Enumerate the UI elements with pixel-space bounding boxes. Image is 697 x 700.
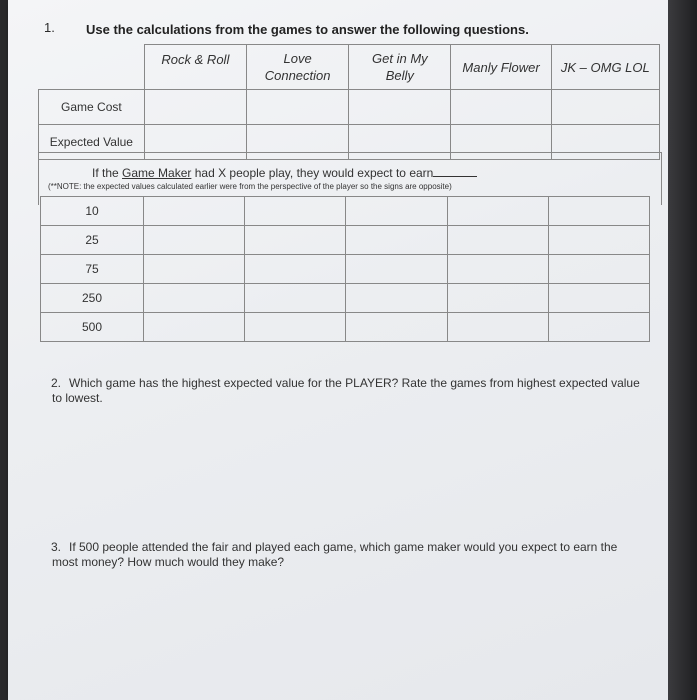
people-count: 75 bbox=[41, 255, 144, 284]
earnings-cell[interactable] bbox=[447, 313, 548, 342]
earnings-table bbox=[40, 196, 650, 342]
earnings-prompt: If the Game Maker had X people play, they would expect to earn bbox=[92, 166, 477, 180]
game-cost-label: Game Cost bbox=[39, 90, 145, 125]
earnings-cell[interactable] bbox=[548, 313, 649, 342]
question-2 bbox=[52, 376, 642, 406]
earnings-note: (**NOTE: the expected values calculated earlier were from the perspective of the player so the signs are opposite) bbox=[48, 182, 452, 191]
earnings-cell[interactable] bbox=[245, 284, 346, 313]
page-edge-shadow bbox=[668, 0, 697, 700]
question-3-text: If 500 people attended the fair and played each game, which game maker would you expect to earn the most money? How much would they make? bbox=[52, 540, 618, 569]
earnings-cell[interactable] bbox=[346, 226, 447, 255]
question-3-number: 3. bbox=[51, 540, 62, 554]
earnings-row bbox=[41, 255, 650, 284]
earnings-cell[interactable] bbox=[245, 197, 346, 226]
game-cost-cell[interactable] bbox=[551, 90, 659, 125]
earnings-answer-blank[interactable] bbox=[433, 166, 477, 177]
earnings-cell[interactable] bbox=[447, 197, 548, 226]
header-manly-flower: Manly Flower bbox=[451, 45, 551, 90]
earnings-cell[interactable] bbox=[144, 284, 245, 313]
earnings-row bbox=[41, 226, 650, 255]
earnings-cell[interactable] bbox=[346, 313, 447, 342]
earnings-cell[interactable] bbox=[245, 313, 346, 342]
question-3 bbox=[52, 540, 642, 570]
earnings-row bbox=[41, 197, 650, 226]
earnings-cell[interactable] bbox=[245, 255, 346, 284]
question-1-text: Use the calculations from the games to answer the following questions. bbox=[86, 22, 529, 37]
earnings-cell[interactable] bbox=[447, 255, 548, 284]
people-count: 250 bbox=[41, 284, 144, 313]
header-rock-and-roll: Rock & Roll bbox=[144, 45, 246, 90]
earnings-row bbox=[41, 284, 650, 313]
earnings-cell[interactable] bbox=[346, 197, 447, 226]
expected-value-label: Expected Value bbox=[39, 125, 145, 160]
question-2-number: 2. bbox=[51, 376, 62, 390]
game-cost-cell[interactable] bbox=[451, 90, 551, 125]
earnings-cell[interactable] bbox=[447, 284, 548, 313]
earnings-cell[interactable] bbox=[346, 255, 447, 284]
earnings-cell[interactable] bbox=[548, 284, 649, 313]
games-table bbox=[38, 44, 660, 160]
games-table-header-row bbox=[39, 45, 660, 90]
game-maker-term: Game Maker bbox=[122, 166, 192, 180]
game-cost-cell[interactable] bbox=[349, 90, 451, 125]
people-count: 500 bbox=[41, 313, 144, 342]
earnings-cell[interactable] bbox=[144, 197, 245, 226]
earnings-cell[interactable] bbox=[144, 226, 245, 255]
question-2-text: Which game has the highest expected value for the PLAYER? Rate the games from highest expected value to lowest. bbox=[52, 376, 640, 405]
game-cost-row bbox=[39, 90, 660, 125]
people-count: 10 bbox=[41, 197, 144, 226]
earnings-cell[interactable] bbox=[144, 255, 245, 284]
header-get-in-my-belly: Get in My Belly bbox=[349, 45, 451, 90]
people-count: 25 bbox=[41, 226, 144, 255]
game-cost-cell[interactable] bbox=[144, 90, 246, 125]
header-jk-omg-lol: JK – OMG LOL bbox=[551, 45, 659, 90]
earnings-cell[interactable] bbox=[548, 255, 649, 284]
question-1-number: 1. bbox=[44, 20, 55, 35]
header-corner-cell bbox=[39, 45, 145, 90]
earnings-cell[interactable] bbox=[548, 226, 649, 255]
earnings-cell[interactable] bbox=[548, 197, 649, 226]
earnings-cell[interactable] bbox=[245, 226, 346, 255]
earnings-cell[interactable] bbox=[447, 226, 548, 255]
header-love-connection: Love Connection bbox=[247, 45, 349, 90]
game-cost-cell[interactable] bbox=[247, 90, 349, 125]
earnings-cell[interactable] bbox=[346, 284, 447, 313]
earnings-cell[interactable] bbox=[144, 313, 245, 342]
earnings-row bbox=[41, 313, 650, 342]
